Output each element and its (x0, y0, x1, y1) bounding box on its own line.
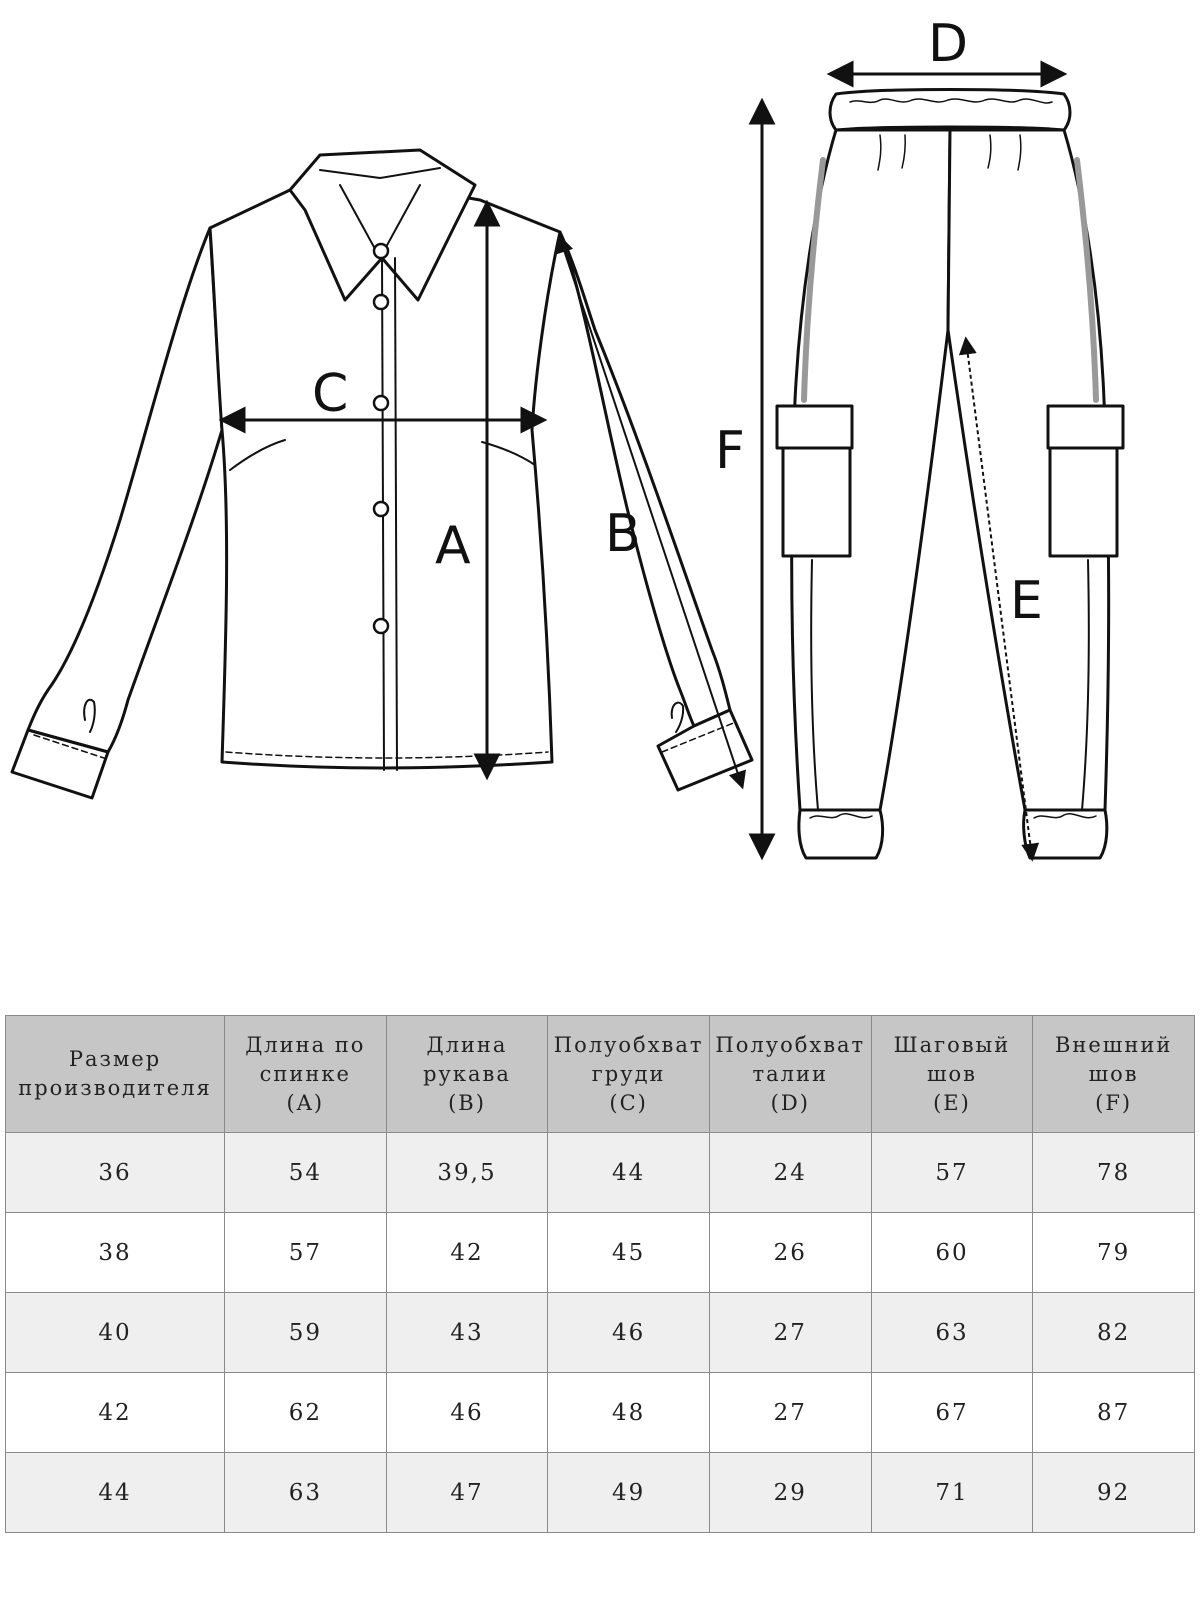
cell-d: 27 (709, 1293, 871, 1373)
cell-size: 38 (6, 1213, 225, 1293)
table-row (6, 1213, 1195, 1293)
shirt-right-cuff (658, 710, 752, 790)
header-outseam: Внешний шов (F) (1033, 1016, 1195, 1133)
table-row (6, 1373, 1195, 1453)
cell-a: 62 (225, 1373, 387, 1453)
cell-f: 82 (1033, 1293, 1195, 1373)
table-row (6, 1453, 1195, 1533)
arrow-b (560, 238, 742, 786)
cell-b: 46 (386, 1373, 548, 1453)
cell-a: 63 (225, 1453, 387, 1533)
header-back-length: Длина по спинке (A) (225, 1016, 387, 1133)
label-d: D (928, 14, 969, 74)
label-f: F (715, 421, 745, 481)
header-waist: Полуобхват талии (D) (709, 1016, 871, 1133)
cell-a: 59 (225, 1293, 387, 1373)
header-size: Размер производителя (6, 1016, 225, 1133)
label-b: B (605, 504, 641, 564)
cell-f: 79 (1033, 1213, 1195, 1293)
shirt-body (210, 185, 560, 768)
shirt-left-sleeve (28, 228, 222, 752)
cell-d: 27 (709, 1373, 871, 1453)
cell-b: 42 (386, 1213, 548, 1293)
pants-waistband (830, 90, 1070, 131)
table-row (6, 1133, 1195, 1213)
cell-size: 40 (6, 1293, 225, 1373)
cell-c: 44 (548, 1133, 710, 1213)
cell-f: 78 (1033, 1133, 1195, 1213)
size-table-header-row (6, 1016, 1195, 1133)
cell-f: 92 (1033, 1453, 1195, 1533)
cell-b: 47 (386, 1453, 548, 1533)
cell-d: 26 (709, 1213, 871, 1293)
cell-c: 49 (548, 1453, 710, 1533)
cell-size: 44 (6, 1453, 225, 1533)
cell-size: 42 (6, 1373, 225, 1453)
label-a: A (435, 516, 471, 576)
cell-e: 57 (871, 1133, 1033, 1213)
cell-f: 87 (1033, 1373, 1195, 1453)
cell-c: 45 (548, 1213, 710, 1293)
header-sleeve-length: Длина рукава (B) (386, 1016, 548, 1133)
cell-d: 29 (709, 1453, 871, 1533)
size-table (5, 1015, 1195, 1533)
cell-e: 67 (871, 1373, 1033, 1453)
cell-e: 60 (871, 1213, 1033, 1293)
cell-c: 46 (548, 1293, 710, 1373)
table-row (6, 1293, 1195, 1373)
cell-a: 57 (225, 1213, 387, 1293)
label-e: E (1010, 571, 1043, 631)
cell-e: 71 (871, 1453, 1033, 1533)
cell-b: 39,5 (386, 1133, 548, 1213)
header-inseam: Шаговый шов (E) (871, 1016, 1033, 1133)
cell-c: 48 (548, 1373, 710, 1453)
cell-b: 43 (386, 1293, 548, 1373)
cell-a: 54 (225, 1133, 387, 1213)
cell-e: 63 (871, 1293, 1033, 1373)
label-c: C (312, 364, 349, 424)
cell-d: 24 (709, 1133, 871, 1213)
pants-drawing (777, 90, 1123, 859)
shirt-right-sleeve (560, 232, 730, 726)
cell-size: 36 (6, 1133, 225, 1213)
header-chest: Полуобхват груди (C) (548, 1016, 710, 1133)
